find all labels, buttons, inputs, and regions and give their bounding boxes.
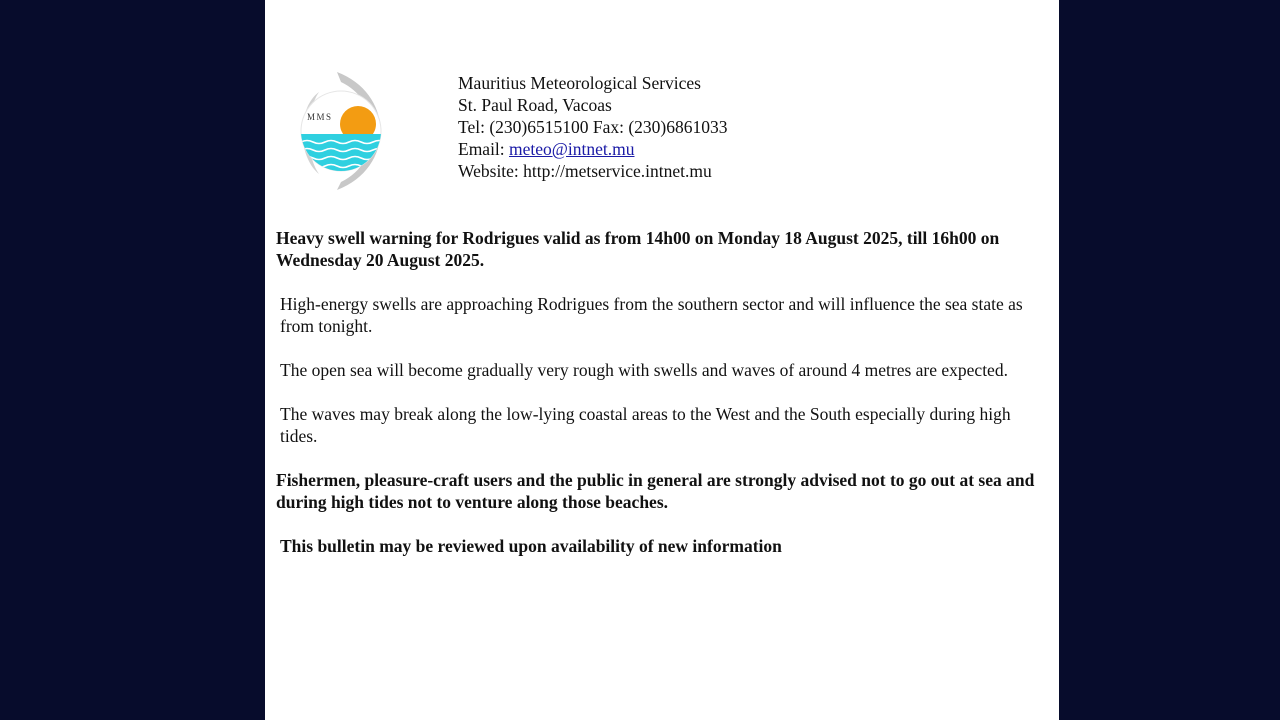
bulletin-body	[276, 227, 1048, 579]
bulletin-title: Heavy swell warning for Rodrigues valid as from 14h00 on Monday 18 August 2025, till 16h00 on Wednesday 20 August 2025.	[276, 228, 1000, 270]
logo-text: MMS	[307, 112, 333, 122]
tel-fax: Tel: (230)6515100 Fax: (230)6861033	[458, 117, 728, 137]
bulletin-advisory: Fishermen, pleasure-craft users and the public in general are strongly advised not to go out at sea and during high tides not to venture along those beaches.	[276, 470, 1035, 512]
org-name: Mauritius Meteorological Services	[458, 73, 701, 93]
document-page	[265, 0, 1059, 720]
email-link[interactable]: meteo@intnet.mu	[509, 139, 635, 159]
email-label: Email:	[458, 139, 510, 159]
mms-logo	[297, 68, 393, 194]
bulletin-paragraph-1: High-energy swells are approaching Rodrigues from the southern sector and will influence the sea state as from tonight.	[280, 294, 1023, 336]
bulletin-paragraph-3: The waves may break along the low-lying coastal areas to the West and the South especially during high tides.	[280, 404, 1011, 446]
bulletin-paragraph-2: The open sea will become gradually very rough with swells and waves of around 4 metres are expected.	[280, 360, 1008, 380]
contact-block	[458, 72, 728, 182]
website: Website: http://metservice.intnet.mu	[458, 161, 712, 181]
bulletin-review-note: This bulletin may be reviewed upon availability of new information	[280, 536, 782, 556]
email-line	[458, 138, 728, 160]
address: St. Paul Road, Vacoas	[458, 95, 612, 115]
